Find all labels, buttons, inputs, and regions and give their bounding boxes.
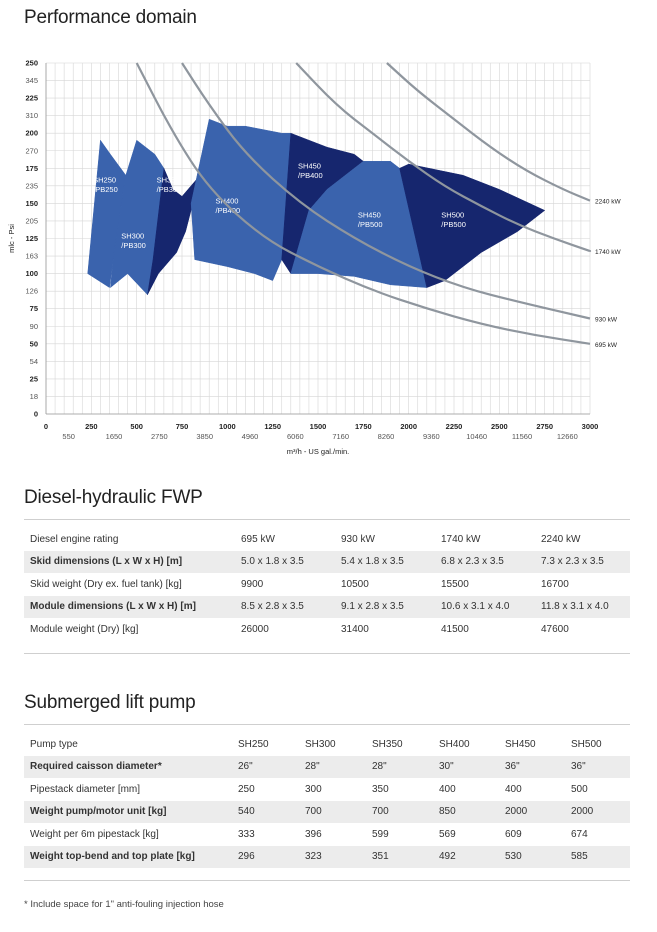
performance-region <box>191 119 291 280</box>
table-cell: 700 <box>366 801 433 824</box>
region-label: /PB250 <box>93 184 118 194</box>
performance-chart <box>0 50 657 460</box>
diesel-table <box>24 528 630 641</box>
table-cell: 700 <box>299 801 366 824</box>
y-tick-label: 90 <box>29 321 38 331</box>
y-tick-label: 125 <box>25 234 38 243</box>
y-tick-label: 25 <box>29 374 38 384</box>
y-tick-label: 0 <box>33 409 38 419</box>
performance-title: Performance domain <box>24 7 197 28</box>
row-label: Weight pump/motor unit [kg] <box>24 801 232 824</box>
x-tick-label: 1500 <box>309 422 327 431</box>
table-cell: 30" <box>433 756 499 779</box>
x-secondary-tick-label: 11560 <box>511 432 533 441</box>
x-secondary-tick-label: 8260 <box>377 432 395 441</box>
diesel-header-cell: 930 kW <box>341 533 375 545</box>
y-tick-label: 50 <box>29 339 38 349</box>
row-label: Required caisson diameter* <box>24 756 232 779</box>
pump-table <box>24 733 630 868</box>
x-secondary-tick-label: 12660 <box>556 432 578 441</box>
y-tick-label: 75 <box>29 304 38 314</box>
diesel-header-row <box>24 528 630 551</box>
row-label: Module weight (Dry) [kg] <box>30 623 139 635</box>
table-cell: 41500 <box>441 623 469 635</box>
x-tick-label: 1000 <box>218 422 236 431</box>
table-cell: 6.8 x 2.3 x 3.5 <box>435 551 535 574</box>
y-tick-label: 54 <box>29 356 38 366</box>
table-cell: 8.5 x 2.8 x 3.5 <box>235 596 335 619</box>
table-cell: 500 <box>571 783 588 795</box>
table-cell: 2000 <box>499 801 565 824</box>
table-cell: 36" <box>499 756 565 779</box>
y-axis-label: mlc - Psi <box>7 224 16 253</box>
x-tick-label: 750 <box>175 422 189 431</box>
pump-header-cell: SH400 <box>439 738 470 750</box>
table-cell: 400 <box>505 783 522 795</box>
y-tick-label: 310 <box>25 111 38 121</box>
row-label: Pipestack diameter [mm] <box>30 783 141 795</box>
row-label: Weight per 6m pipestack [kg] <box>30 828 159 840</box>
row-label: Skid dimensions (L x W x H) [m] <box>24 551 235 574</box>
pump-bottom-rule <box>24 880 630 881</box>
pump-header-cell: SH500 <box>571 738 602 750</box>
x-tick-label: 500 <box>130 422 143 431</box>
pump-header-cell: SH300 <box>305 738 336 750</box>
table-cell: 674 <box>571 828 588 840</box>
table-row <box>24 596 630 619</box>
table-row <box>24 573 630 596</box>
x-secondary-tick-label: 2750 <box>150 432 168 441</box>
region-label: SH450 <box>298 161 321 171</box>
table-cell: 26" <box>232 756 299 779</box>
table-cell: 599 <box>372 828 389 840</box>
table-cell: 530 <box>499 846 565 869</box>
table-cell: 10500 <box>341 578 369 590</box>
pump-header-cell: SH350 <box>372 738 403 750</box>
table-row <box>24 846 630 869</box>
region-label: SH500 <box>441 210 465 220</box>
table-cell: 28" <box>366 756 433 779</box>
pump-header-cell: SH250 <box>238 738 269 750</box>
table-cell: 585 <box>565 846 630 869</box>
x-tick-label: 2000 <box>400 422 418 431</box>
table-cell: 9.1 x 2.8 x 3.5 <box>335 596 435 619</box>
x-secondary-tick-label: 7160 <box>332 432 350 441</box>
x-tick-label: 3000 <box>581 422 599 431</box>
y-tick-label: 250 <box>25 58 38 68</box>
x-secondary-tick-label: 1650 <box>105 432 123 441</box>
y-tick-label: 163 <box>25 251 38 261</box>
table-cell: 26000 <box>241 623 269 635</box>
pump-top-rule <box>24 724 630 725</box>
x-tick-label: 250 <box>85 422 98 431</box>
y-tick-label: 235 <box>25 181 38 191</box>
table-cell: 250 <box>238 783 255 795</box>
x-axis-label: m³/h - US gal./min. <box>286 447 350 456</box>
y-tick-label: 200 <box>25 128 38 138</box>
x-tick-label: 0 <box>43 422 49 431</box>
table-row <box>24 618 630 641</box>
diesel-header-cell: 1740 kW <box>441 533 481 545</box>
x-secondary-tick-label: 3850 <box>196 432 214 441</box>
table-cell: 850 <box>433 801 499 824</box>
table-cell: 350 <box>372 783 389 795</box>
table-cell: 2000 <box>565 801 630 824</box>
table-row <box>24 801 630 824</box>
region-label: SH450 <box>357 210 381 220</box>
x-secondary-tick-label: 6060 <box>286 432 304 441</box>
x-tick-label: 1750 <box>354 422 372 431</box>
x-secondary-tick-label: 4960 <box>241 432 259 441</box>
y-tick-label: 345 <box>25 76 38 86</box>
x-tick-label: 1250 <box>264 422 282 431</box>
table-row <box>24 756 630 779</box>
y-tick-label: 225 <box>25 93 38 103</box>
table-cell: 7.3 x 2.3 x 3.5 <box>535 551 630 574</box>
diesel-header-cell: 2240 kW <box>541 533 581 545</box>
region-label: /PB500 <box>441 219 466 229</box>
table-cell: 333 <box>238 828 255 840</box>
pump-header-row <box>24 733 630 756</box>
table-cell: 492 <box>433 846 499 869</box>
region-label: SH300 <box>121 231 145 241</box>
region-label: /PB400 <box>215 205 241 215</box>
table-cell: 300 <box>305 783 322 795</box>
pump-title: Submerged lift pump <box>24 692 196 713</box>
y-tick-label: 150 <box>25 198 38 208</box>
region-label: SH400 <box>215 196 239 206</box>
footnote: * Include space for 1" anti-fouling injection hose <box>24 899 224 910</box>
table-cell: 323 <box>299 846 366 869</box>
table-cell: 9900 <box>241 578 264 590</box>
power-curve-label: 1740 kW <box>595 249 621 257</box>
table-cell: 540 <box>232 801 299 824</box>
table-cell: 400 <box>439 783 456 795</box>
row-label: Skid weight (Dry ex. fuel tank) [kg] <box>30 578 182 590</box>
pump-header-label: Pump type <box>30 738 78 750</box>
diesel-header-cell: 695 kW <box>241 533 275 545</box>
pump-header-cell: SH450 <box>505 738 536 750</box>
table-row <box>24 823 630 846</box>
region-label: /PB500 <box>357 219 383 229</box>
table-row <box>24 551 630 574</box>
region-label: SH350 <box>156 175 180 185</box>
table-cell: 16700 <box>541 578 569 590</box>
x-secondary-tick-label: 550 <box>62 432 75 441</box>
row-label: Module dimensions (L x W x H) [m] <box>24 596 235 619</box>
y-tick-label: 270 <box>25 146 38 156</box>
diesel-title: Diesel-hydraulic FWP <box>24 487 203 508</box>
diesel-bottom-rule <box>24 653 630 654</box>
y-tick-label: 126 <box>25 286 38 296</box>
diesel-top-rule <box>24 519 630 520</box>
table-cell: 351 <box>366 846 433 869</box>
table-cell: 31400 <box>341 623 369 635</box>
x-tick-label: 2250 <box>445 422 463 431</box>
region-label: /PB300 <box>121 241 146 250</box>
table-cell: 10.6 x 3.1 x 4.0 <box>435 596 535 619</box>
region-label: /PB300 <box>156 184 182 194</box>
x-tick-label: 2750 <box>536 422 554 431</box>
table-cell: 5.4 x 1.8 x 3.5 <box>335 551 435 574</box>
table-cell: 296 <box>232 846 299 869</box>
table-cell: 569 <box>439 828 456 840</box>
x-secondary-tick-label: 9360 <box>422 432 440 441</box>
y-tick-label: 205 <box>25 216 38 226</box>
row-label: Weight top-bend and top plate [kg] <box>24 846 232 869</box>
y-tick-label: 100 <box>25 269 38 279</box>
region-label: SH250 <box>93 175 117 185</box>
table-cell: 11.8 x 3.1 x 4.0 <box>535 596 630 619</box>
table-cell: 5.0 x 1.8 x 3.5 <box>235 551 335 574</box>
table-cell: 47600 <box>541 623 569 635</box>
y-tick-label: 175 <box>25 163 38 173</box>
power-curve-label: 930 kW <box>595 316 618 324</box>
table-cell: 609 <box>505 828 522 840</box>
table-cell: 28" <box>299 756 366 779</box>
table-cell: 15500 <box>441 578 469 590</box>
table-cell: 396 <box>305 828 322 840</box>
table-cell: 36" <box>565 756 630 779</box>
power-curve-label: 2240 kW <box>595 198 621 206</box>
power-curve-label: 695 kW <box>595 341 618 349</box>
region-label: /PB400 <box>298 170 323 180</box>
diesel-header-label: Diesel engine rating <box>30 533 119 545</box>
x-secondary-tick-label: 10460 <box>466 432 488 441</box>
x-tick-label: 2500 <box>490 422 508 431</box>
table-row <box>24 778 630 801</box>
y-tick-label: 18 <box>29 391 38 401</box>
